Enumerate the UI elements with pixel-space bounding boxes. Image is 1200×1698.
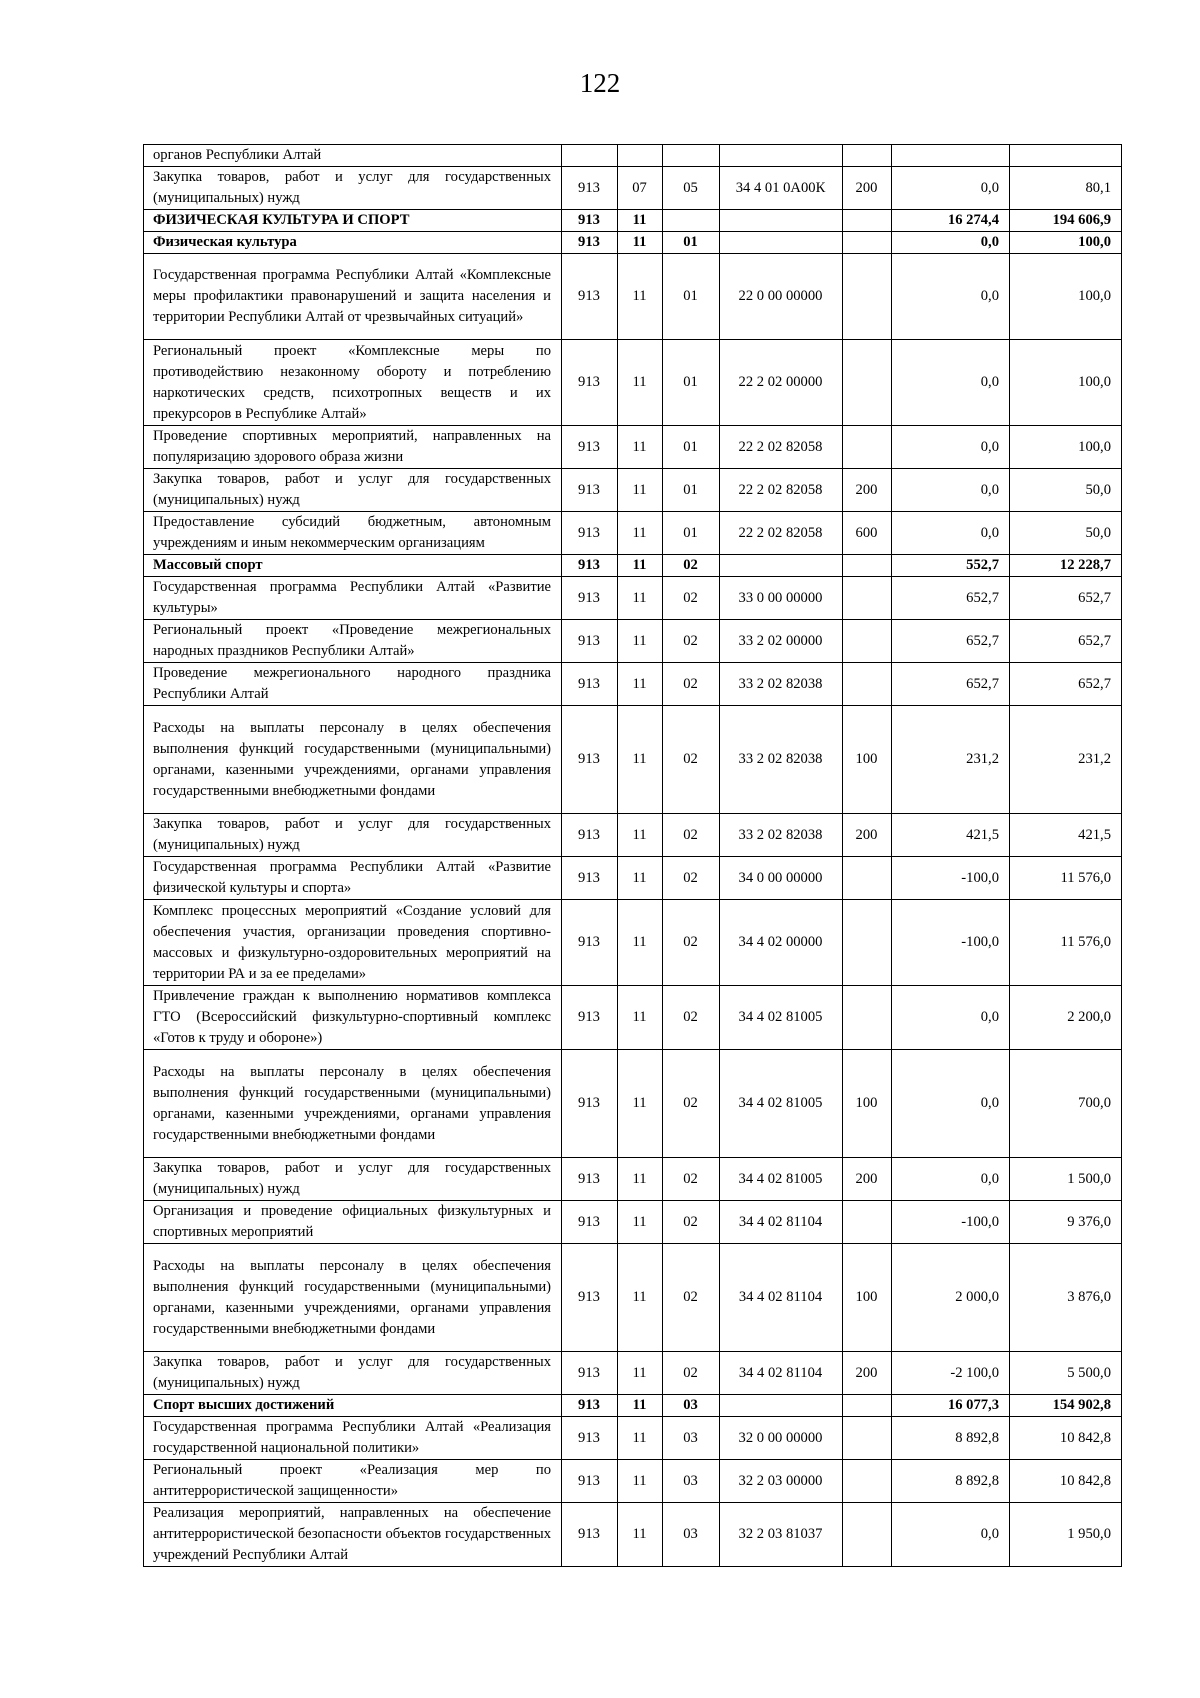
amount-change-cell: 0,0 [892, 1050, 1010, 1158]
expense-type-cell [843, 555, 892, 577]
expense-type-cell [843, 145, 892, 167]
amount-change-cell: 0,0 [892, 986, 1010, 1050]
row-name-cell: Государственная программа Республики Алтай «Развитие культуры» [144, 577, 562, 620]
expense-type-cell [843, 986, 892, 1050]
admin-code-cell: 913 [562, 232, 618, 254]
amount-change-cell: 0,0 [892, 1158, 1010, 1201]
subsection-code-cell: 03 [663, 1503, 720, 1567]
amount-total-cell: 652,7 [1010, 620, 1122, 663]
target-article-cell: 34 4 02 81104 [720, 1244, 843, 1352]
expense-type-cell [843, 426, 892, 469]
admin-code-cell: 913 [562, 1244, 618, 1352]
section-code-cell: 11 [618, 986, 663, 1050]
expense-type-cell [843, 1460, 892, 1503]
table-row [144, 254, 1122, 340]
amount-change-cell: 0,0 [892, 426, 1010, 469]
section-code-cell: 11 [618, 900, 663, 986]
row-name-cell: Организация и проведение официальных физкультурных и спортивных мероприятий [144, 1201, 562, 1244]
amount-change-cell: 8 892,8 [892, 1417, 1010, 1460]
admin-code-cell: 913 [562, 555, 618, 577]
table-row [144, 1201, 1122, 1244]
target-article-cell: 32 0 00 00000 [720, 1417, 843, 1460]
subsection-code-cell [663, 210, 720, 232]
subsection-code-cell [663, 145, 720, 167]
amount-change-cell: 0,0 [892, 340, 1010, 426]
amount-change-cell: 652,7 [892, 663, 1010, 706]
amount-total-cell: 154 902,8 [1010, 1395, 1122, 1417]
expense-type-cell: 200 [843, 167, 892, 210]
admin-code-cell: 913 [562, 426, 618, 469]
subsection-code-cell: 02 [663, 814, 720, 857]
table-row [144, 469, 1122, 512]
expense-type-cell: 200 [843, 1158, 892, 1201]
table-row [144, 555, 1122, 577]
section-code-cell: 11 [618, 706, 663, 814]
admin-code-cell: 913 [562, 857, 618, 900]
subsection-code-cell: 05 [663, 167, 720, 210]
admin-code-cell: 913 [562, 900, 618, 986]
row-name-cell: Комплекс процессных мероприятий «Создание условий для обеспечения участия, организации проведения спортивно-массовых и физкультурно-оздоровительных мероприятий на территории РА и за ее пределами» [144, 900, 562, 986]
row-name-cell: Расходы на выплаты персоналу в целях обеспечения выполнения функций государственными (муниципальными) органами, казенными учреждениями, органами управления государственными внебюджетными фондами [144, 1050, 562, 1158]
amount-total-cell: 50,0 [1010, 469, 1122, 512]
admin-code-cell: 913 [562, 577, 618, 620]
row-name-cell: Закупка товаров, работ и услуг для государственных (муниципальных) нужд [144, 167, 562, 210]
expense-type-cell: 100 [843, 1244, 892, 1352]
subsection-code-cell: 02 [663, 577, 720, 620]
subsection-code-cell: 02 [663, 663, 720, 706]
expense-type-cell: 100 [843, 1050, 892, 1158]
expense-type-cell [843, 1201, 892, 1244]
target-article-cell: 34 4 02 81104 [720, 1201, 843, 1244]
expense-type-cell: 200 [843, 814, 892, 857]
target-article-cell: 33 2 02 82038 [720, 663, 843, 706]
table-row [144, 210, 1122, 232]
amount-total-cell: 3 876,0 [1010, 1244, 1122, 1352]
amount-total-cell: 231,2 [1010, 706, 1122, 814]
admin-code-cell: 913 [562, 469, 618, 512]
expense-type-cell [843, 210, 892, 232]
amount-change-cell: 8 892,8 [892, 1460, 1010, 1503]
section-code-cell: 11 [618, 469, 663, 512]
amount-change-cell: -100,0 [892, 900, 1010, 986]
target-article-cell: 22 2 02 82058 [720, 469, 843, 512]
target-article-cell: 32 2 03 81037 [720, 1503, 843, 1567]
table-row [144, 145, 1122, 167]
target-article-cell: 22 2 02 82058 [720, 426, 843, 469]
table-row [144, 1158, 1122, 1201]
expense-type-cell [843, 1395, 892, 1417]
section-code-cell: 11 [618, 1503, 663, 1567]
table-row [144, 1244, 1122, 1352]
expense-type-cell [843, 857, 892, 900]
table-row [144, 1417, 1122, 1460]
expense-type-cell [843, 663, 892, 706]
section-code-cell: 11 [618, 1050, 663, 1158]
target-article-cell: 34 4 01 0А00К [720, 167, 843, 210]
amount-total-cell: 700,0 [1010, 1050, 1122, 1158]
target-article-cell [720, 210, 843, 232]
admin-code-cell: 913 [562, 1352, 618, 1395]
subsection-code-cell: 02 [663, 1201, 720, 1244]
row-name-cell: органов Республики Алтай [144, 145, 562, 167]
subsection-code-cell: 02 [663, 900, 720, 986]
amount-change-cell: 0,0 [892, 512, 1010, 555]
page-number: 122 [579, 68, 621, 98]
amount-change-cell: 652,7 [892, 577, 1010, 620]
subsection-code-cell: 03 [663, 1395, 720, 1417]
row-name-cell: Государственная программа Республики Алтай «Развитие физической культуры и спорта» [144, 857, 562, 900]
table-row [144, 340, 1122, 426]
section-code-cell: 11 [618, 1395, 663, 1417]
section-code-cell: 11 [618, 254, 663, 340]
section-code-cell: 11 [618, 1417, 663, 1460]
target-article-cell: 34 4 02 81005 [720, 986, 843, 1050]
target-article-cell: 34 4 02 81104 [720, 1352, 843, 1395]
subsection-code-cell: 02 [663, 620, 720, 663]
amount-change-cell: -100,0 [892, 1201, 1010, 1244]
row-name-cell: Проведение межрегионального народного праздника Республики Алтай [144, 663, 562, 706]
subsection-code-cell: 02 [663, 1244, 720, 1352]
subsection-code-cell: 02 [663, 1352, 720, 1395]
section-code-cell: 11 [618, 426, 663, 469]
table-row [144, 577, 1122, 620]
expense-type-cell [843, 577, 892, 620]
target-article-cell [720, 232, 843, 254]
target-article-cell: 34 4 02 81005 [720, 1050, 843, 1158]
admin-code-cell: 913 [562, 1050, 618, 1158]
expense-type-cell: 600 [843, 512, 892, 555]
subsection-code-cell: 02 [663, 1050, 720, 1158]
amount-change-cell: 421,5 [892, 814, 1010, 857]
target-article-cell: 34 0 00 00000 [720, 857, 843, 900]
amount-change-cell: 652,7 [892, 620, 1010, 663]
amount-total-cell: 50,0 [1010, 512, 1122, 555]
amount-total-cell: 100,0 [1010, 340, 1122, 426]
amount-total-cell: 421,5 [1010, 814, 1122, 857]
row-name-cell: Привлечение граждан к выполнению нормативов комплекса ГТО (Всероссийский физкультурно-спортивный комплекс «Готов к труду и обороне») [144, 986, 562, 1050]
section-code-cell: 11 [618, 1158, 663, 1201]
table-row [144, 426, 1122, 469]
admin-code-cell: 913 [562, 1158, 618, 1201]
amount-total-cell: 100,0 [1010, 254, 1122, 340]
section-code-cell: 11 [618, 512, 663, 555]
row-name-cell: Закупка товаров, работ и услуг для государственных (муниципальных) нужд [144, 814, 562, 857]
amount-change-cell [892, 145, 1010, 167]
subsection-code-cell: 02 [663, 1158, 720, 1201]
amount-change-cell: 0,0 [892, 232, 1010, 254]
amount-total-cell: 5 500,0 [1010, 1352, 1122, 1395]
section-code-cell: 11 [618, 663, 663, 706]
row-name-cell: Расходы на выплаты персоналу в целях обеспечения выполнения функций государственными (муниципальными) органами, казенными учреждениями, органами управления государственными внебюджетными фондами [144, 706, 562, 814]
admin-code-cell: 913 [562, 340, 618, 426]
table-row [144, 814, 1122, 857]
table-row [144, 857, 1122, 900]
table-row [144, 512, 1122, 555]
amount-total-cell: 80,1 [1010, 167, 1122, 210]
expense-type-cell [843, 1417, 892, 1460]
section-code-cell: 11 [618, 340, 663, 426]
amount-total-cell: 194 606,9 [1010, 210, 1122, 232]
section-code-cell: 11 [618, 1352, 663, 1395]
section-code-cell [618, 145, 663, 167]
subsection-code-cell: 02 [663, 555, 720, 577]
amount-change-cell: 0,0 [892, 254, 1010, 340]
subsection-code-cell: 01 [663, 340, 720, 426]
subsection-code-cell: 03 [663, 1460, 720, 1503]
amount-change-cell: 2 000,0 [892, 1244, 1010, 1352]
admin-code-cell: 913 [562, 1417, 618, 1460]
target-article-cell: 33 0 00 00000 [720, 577, 843, 620]
row-name-cell: Государственная программа Республики Алтай «Комплексные меры профилактики правонарушений и защита населения и территории Республики Алтай от чрезвычайных ситуаций» [144, 254, 562, 340]
amount-total-cell: 1 500,0 [1010, 1158, 1122, 1201]
amount-total-cell: 652,7 [1010, 577, 1122, 620]
expense-type-cell [843, 1503, 892, 1567]
amount-total-cell: 11 576,0 [1010, 857, 1122, 900]
amount-change-cell: 231,2 [892, 706, 1010, 814]
table-row [144, 706, 1122, 814]
admin-code-cell: 913 [562, 1503, 618, 1567]
amount-total-cell: 10 842,8 [1010, 1417, 1122, 1460]
amount-change-cell: -100,0 [892, 857, 1010, 900]
target-article-cell: 22 2 02 00000 [720, 340, 843, 426]
expense-type-cell [843, 620, 892, 663]
amount-total-cell [1010, 145, 1122, 167]
amount-change-cell: -2 100,0 [892, 1352, 1010, 1395]
row-name-cell: Физическая культура [144, 232, 562, 254]
expense-type-cell [843, 900, 892, 986]
row-name-cell: Расходы на выплаты персоналу в целях обеспечения выполнения функций государственными (муниципальными) органами, казенными учреждениями, органами управления государственными внебюджетными фондами [144, 1244, 562, 1352]
table-row [144, 620, 1122, 663]
admin-code-cell: 913 [562, 512, 618, 555]
expense-type-cell: 200 [843, 469, 892, 512]
section-code-cell: 11 [618, 555, 663, 577]
target-article-cell: 34 4 02 00000 [720, 900, 843, 986]
table-row [144, 900, 1122, 986]
section-code-cell: 11 [618, 857, 663, 900]
admin-code-cell [562, 145, 618, 167]
amount-total-cell: 9 376,0 [1010, 1201, 1122, 1244]
admin-code-cell: 913 [562, 210, 618, 232]
row-name-cell: Проведение спортивных мероприятий, направленных на популяризацию здорового образа жизни [144, 426, 562, 469]
amount-total-cell: 11 576,0 [1010, 900, 1122, 986]
amount-total-cell: 10 842,8 [1010, 1460, 1122, 1503]
admin-code-cell: 913 [562, 620, 618, 663]
table-row [144, 167, 1122, 210]
table-row [144, 1460, 1122, 1503]
target-article-cell: 22 2 02 82058 [720, 512, 843, 555]
target-article-cell: 32 2 03 00000 [720, 1460, 843, 1503]
target-article-cell [720, 145, 843, 167]
admin-code-cell: 913 [562, 814, 618, 857]
amount-change-cell: 0,0 [892, 469, 1010, 512]
target-article-cell: 33 2 02 82038 [720, 814, 843, 857]
admin-code-cell: 913 [562, 1201, 618, 1244]
subsection-code-cell: 01 [663, 469, 720, 512]
section-code-cell: 07 [618, 167, 663, 210]
target-article-cell: 33 2 02 82038 [720, 706, 843, 814]
amount-change-cell: 16 274,4 [892, 210, 1010, 232]
amount-change-cell: 16 077,3 [892, 1395, 1010, 1417]
row-name-cell: Массовый спорт [144, 555, 562, 577]
row-name-cell: Закупка товаров, работ и услуг для государственных (муниципальных) нужд [144, 469, 562, 512]
admin-code-cell: 913 [562, 1460, 618, 1503]
target-article-cell [720, 555, 843, 577]
amount-total-cell: 100,0 [1010, 426, 1122, 469]
target-article-cell: 33 2 02 00000 [720, 620, 843, 663]
subsection-code-cell: 01 [663, 512, 720, 555]
admin-code-cell: 913 [562, 706, 618, 814]
subsection-code-cell: 01 [663, 426, 720, 469]
table-row [144, 1352, 1122, 1395]
budget-table [143, 144, 1122, 1567]
expense-type-cell [843, 232, 892, 254]
amount-total-cell: 12 228,7 [1010, 555, 1122, 577]
amount-total-cell: 1 950,0 [1010, 1503, 1122, 1567]
expense-type-cell [843, 340, 892, 426]
subsection-code-cell: 03 [663, 1417, 720, 1460]
table-row [144, 663, 1122, 706]
table-row [144, 1503, 1122, 1567]
section-code-cell: 11 [618, 620, 663, 663]
row-name-cell: Государственная программа Республики Алтай «Реализация государственной национальной политики» [144, 1417, 562, 1460]
target-article-cell [720, 1395, 843, 1417]
subsection-code-cell: 01 [663, 254, 720, 340]
section-code-cell: 11 [618, 1244, 663, 1352]
section-code-cell: 11 [618, 814, 663, 857]
table-row [144, 232, 1122, 254]
section-code-cell: 11 [618, 577, 663, 620]
subsection-code-cell: 02 [663, 706, 720, 814]
admin-code-cell: 913 [562, 986, 618, 1050]
row-name-cell: Региональный проект «Проведение межрегиональных народных праздников Республики Алтай» [144, 620, 562, 663]
table-row [144, 1050, 1122, 1158]
section-code-cell: 11 [618, 1460, 663, 1503]
table-row [144, 986, 1122, 1050]
amount-change-cell: 0,0 [892, 1503, 1010, 1567]
row-name-cell: Региональный проект «Комплексные меры по противодействию незаконному обороту и потреблению наркотических средств, психотропных веществ и их прекурсоров в Республике Алтай» [144, 340, 562, 426]
admin-code-cell: 913 [562, 167, 618, 210]
row-name-cell: Закупка товаров, работ и услуг для государственных (муниципальных) нужд [144, 1352, 562, 1395]
expense-type-cell: 100 [843, 706, 892, 814]
row-name-cell: Предоставление субсидий бюджетным, автономным учреждениям и иным некоммерческим организациям [144, 512, 562, 555]
subsection-code-cell: 01 [663, 232, 720, 254]
target-article-cell: 34 4 02 81005 [720, 1158, 843, 1201]
row-name-cell: Спорт высших достижений [144, 1395, 562, 1417]
amount-total-cell: 652,7 [1010, 663, 1122, 706]
section-code-cell: 11 [618, 210, 663, 232]
row-name-cell: Реализация мероприятий, направленных на обеспечение антитеррористической безопасности объектов государственных учреждений Республики Алтай [144, 1503, 562, 1567]
admin-code-cell: 913 [562, 1395, 618, 1417]
amount-total-cell: 2 200,0 [1010, 986, 1122, 1050]
amount-change-cell: 552,7 [892, 555, 1010, 577]
target-article-cell: 22 0 00 00000 [720, 254, 843, 340]
subsection-code-cell: 02 [663, 986, 720, 1050]
table-row [144, 1395, 1122, 1417]
section-code-cell: 11 [618, 1201, 663, 1244]
row-name-cell: Закупка товаров, работ и услуг для государственных (муниципальных) нужд [144, 1158, 562, 1201]
row-name-cell: ФИЗИЧЕСКАЯ КУЛЬТУРА И СПОРТ [144, 210, 562, 232]
admin-code-cell: 913 [562, 254, 618, 340]
expense-type-cell: 200 [843, 1352, 892, 1395]
subsection-code-cell: 02 [663, 857, 720, 900]
admin-code-cell: 913 [562, 663, 618, 706]
amount-change-cell: 0,0 [892, 167, 1010, 210]
expense-type-cell [843, 254, 892, 340]
row-name-cell: Региональный проект «Реализация мер по антитеррористической защищенности» [144, 1460, 562, 1503]
section-code-cell: 11 [618, 232, 663, 254]
amount-total-cell: 100,0 [1010, 232, 1122, 254]
